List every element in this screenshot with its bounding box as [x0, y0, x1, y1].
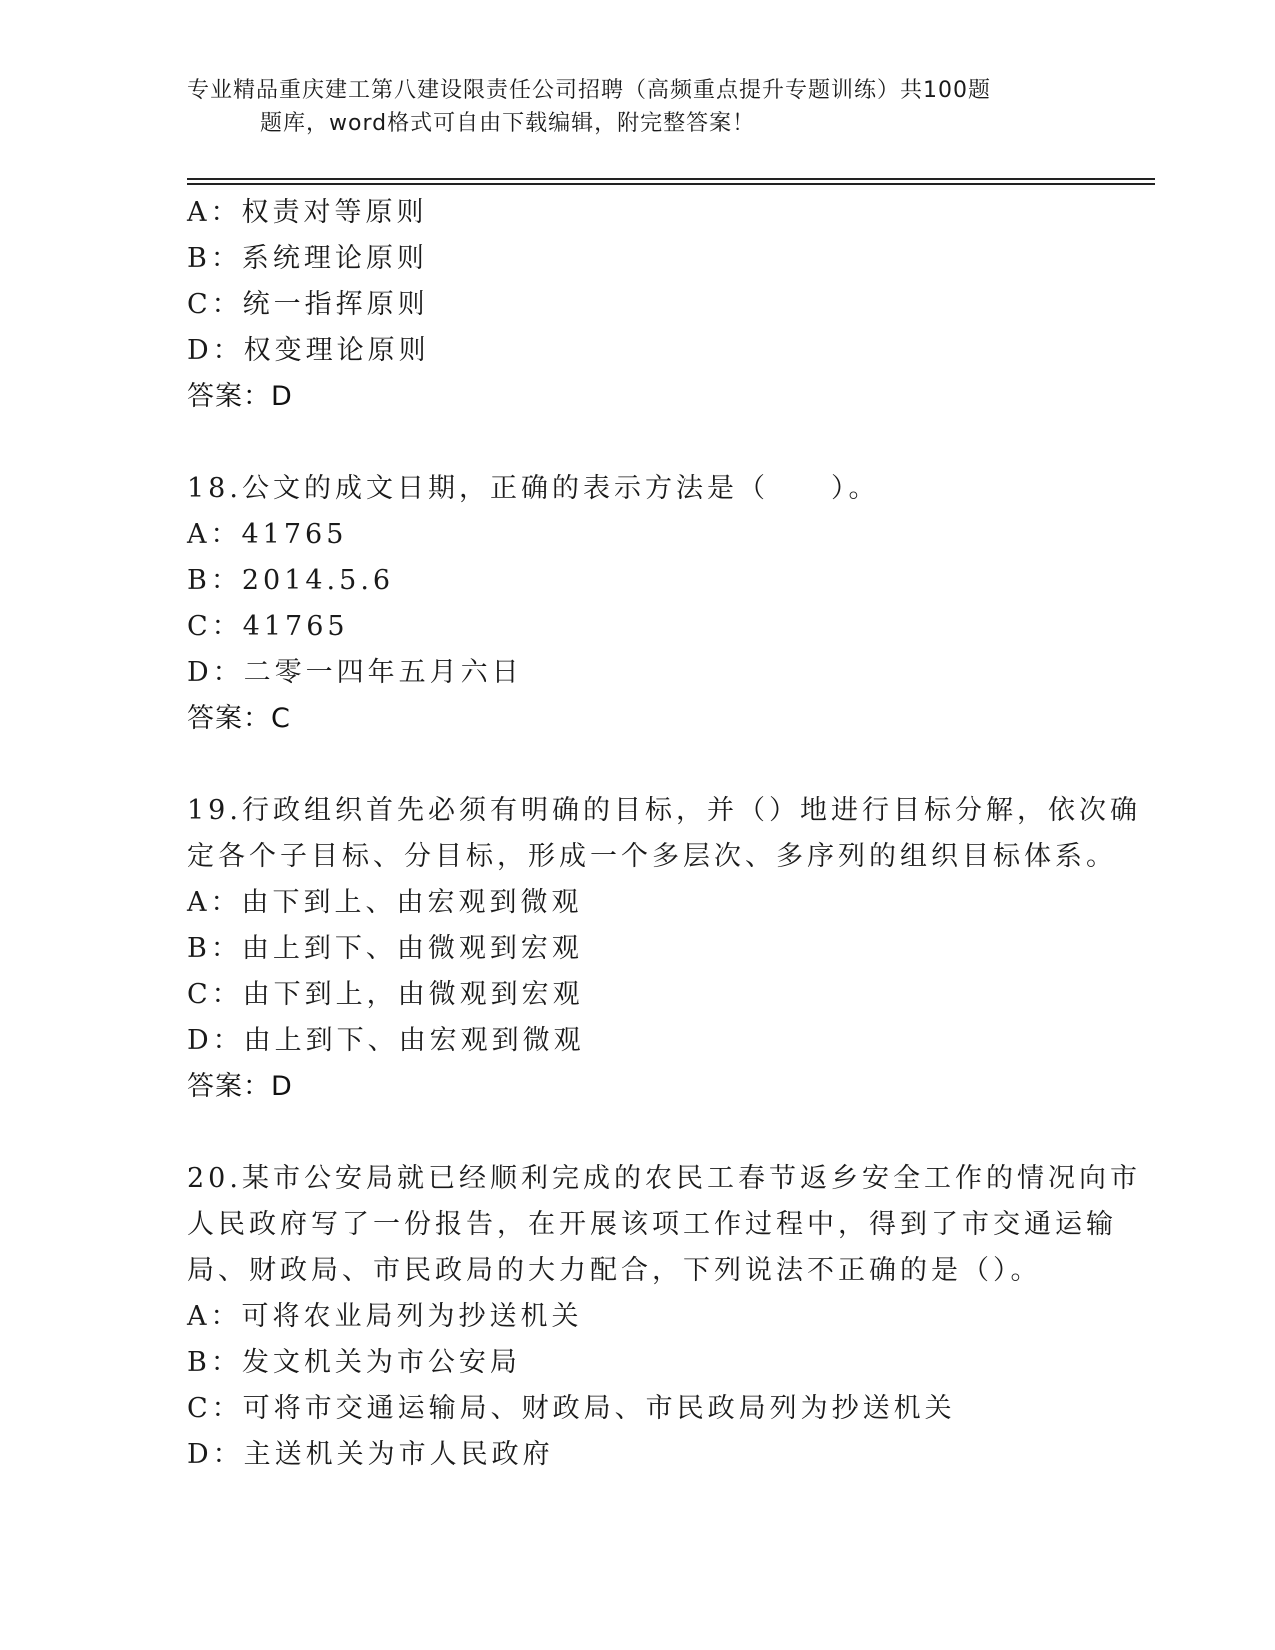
document-header — [187, 74, 1067, 140]
option-c: C：由下到上，由微观到宏观 — [187, 979, 584, 1010]
option-d: D：主送机关为市人民政府 — [187, 1439, 554, 1470]
question-20 — [187, 1156, 1141, 1478]
spacer — [187, 742, 1087, 788]
option-b: B：系统理论原则 — [187, 243, 428, 274]
option-c: C：41765 — [187, 611, 349, 642]
option-d: D：权变理论原则 — [187, 335, 430, 366]
question-list — [187, 190, 1141, 1478]
option-c: C：统一指挥原则 — [187, 289, 429, 320]
spacer — [187, 1110, 1087, 1156]
answer-line: 答案：C — [187, 703, 291, 734]
question-stem-line-3: 局、财政局、市民政局的大力配合，下列说法不正确的是（）。 — [187, 1255, 1042, 1286]
option-a: A：41765 — [187, 519, 348, 550]
option-c: C：可将市交通运输局、财政局、市民政局列为抄送机关 — [187, 1393, 956, 1424]
question-stem-line-2: 人民政府写了一份报告，在开展该项工作过程中，得到了市交通运输 — [187, 1209, 1117, 1240]
option-b: B：由上到下、由微观到宏观 — [187, 933, 583, 964]
question-18 — [187, 466, 1087, 742]
option-a: A：由下到上、由宏观到微观 — [187, 887, 583, 918]
option-a: A：权责对等原则 — [187, 197, 428, 228]
option-a: A：可将农业局列为抄送机关 — [187, 1301, 583, 1332]
option-d: D：由上到下、由宏观到微观 — [187, 1025, 585, 1056]
answer-line: 答案：D — [187, 381, 293, 412]
option-d: D：二零一四年五月六日 — [187, 657, 523, 688]
spacer — [187, 420, 1087, 466]
header-line-1: 专业精品重庆建工第八建设限责任公司招聘（高频重点提升专题训练）共100题 — [187, 78, 991, 103]
option-b: B：2014.5.6 — [187, 565, 395, 596]
question-stem-line-1: 19.行政组织首先必须有明确的目标，并（）地进行目标分解，依次确 — [187, 795, 1141, 826]
option-b: B：发文机关为市公安局 — [187, 1347, 521, 1378]
header-divider-bottom — [187, 183, 1155, 185]
header-line-2: 题库，word格式可自由下载编辑，附完整答案！ — [260, 111, 756, 136]
header-divider-top — [187, 178, 1155, 180]
answer-line: 答案：D — [187, 1071, 293, 1102]
question-stem-line-2: 定各个子目标、分目标，形成一个多层次、多序列的组织目标体系。 — [187, 841, 1117, 872]
question-17 — [187, 190, 1087, 420]
question-stem: 18.公文的成文日期，正确的表示方法是（ ）。 — [187, 473, 880, 504]
question-stem-line-1: 20.某市公安局就已经顺利完成的农民工春节返乡安全工作的情况向市 — [187, 1163, 1141, 1194]
question-19 — [187, 788, 1141, 1110]
